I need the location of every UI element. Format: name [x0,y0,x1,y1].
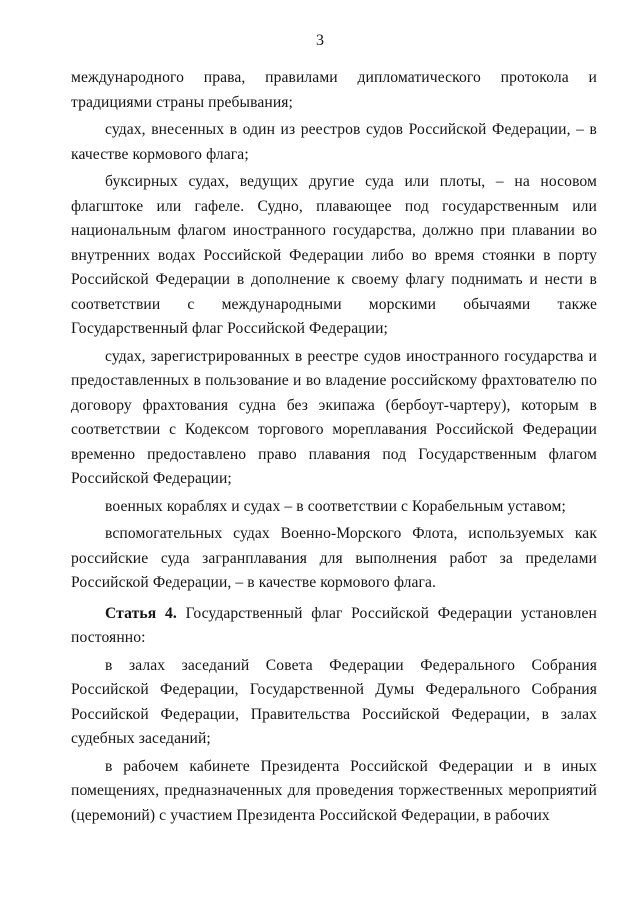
paragraph-registered-ships: судах, внесенных в один из реестров судов Российской Федерации, – в качестве кормового флага; [71,121,597,163]
document-body [71,66,597,831]
paragraph-continuation: международного права, правилами дипломатического протокола и традициями страны пребывания; [71,69,597,111]
article-label: Статья 4. [105,604,177,622]
paragraph-president-office: в рабочем кабинете Президента Российской Федерации и в иных помещениях, предназначенных для проведения торжественных мероприятий (церемоний) с участием Президента Российской Федерации, в рабочих [71,757,597,824]
paragraph-tugboats: буксирных судах, ведущих другие суда или плоты, – на носовом флагштоке или гафеле. Судно, плавающее под государственным или национальным флагом иностранного государства, должно при плавании во внутренних водах Российской Федерации либо во время стоянки в порту Российской Федерации в дополнение к своему флагу поднимать и нести в соответствии с международными морскими обычаями также Государственный флаг Российской Федерации; [71,173,597,337]
article-text: Государственный флаг Российской Федерации установлен постоянно: [71,604,597,646]
paragraph-assembly-halls: в залах заседаний Совета Федерации Федерального Собрания Российской Федерации, Государственной Думы Федерального Собрания Российской Федерации, Правительства Российской Федерации, в залах судебных заседаний; [71,656,597,747]
paragraph-warships: военных кораблях и судах – в соответствии с Корабельным уставом; [105,497,566,515]
article-4-heading [71,602,597,651]
paragraph-foreign-registered-ships: судах, зарегистрированных в реестре судов иностранного государства и предоставленных в пользование и во владение российскому фрахтователю по договору фрахтования судна без экипажа (бербоут-чартеру), которым в соответствии с Кодексом торгового мореплавания Российской Федерации временно предоставлено право плавания под Государственным флагом Российской Федерации; [71,347,597,487]
page-number: 3 [316,32,324,49]
paragraph-auxiliary-ships: вспомогательных судах Военно-Морского Флота, используемых как российские суда загранплавания для выполнения работ за пределами Российской Федерации, – в качестве кормового флага. [71,525,597,591]
